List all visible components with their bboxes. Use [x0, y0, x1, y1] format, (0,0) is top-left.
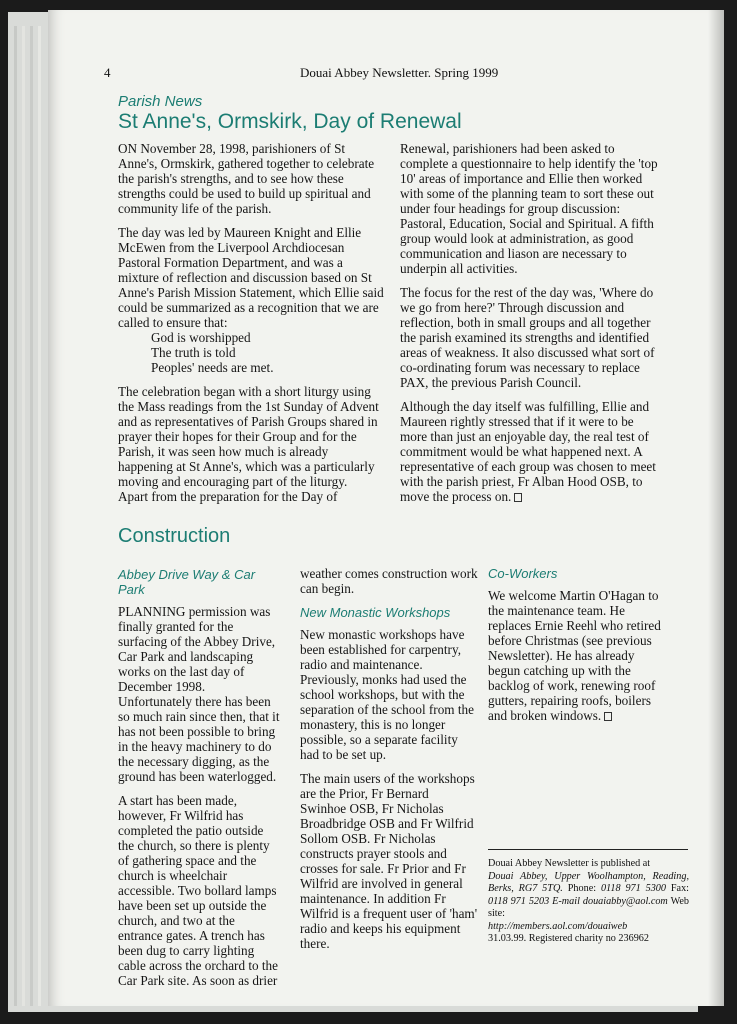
- article-kicker: Parish News: [118, 93, 203, 110]
- page-curl-shade: [708, 10, 724, 1006]
- section-title: Construction: [118, 525, 231, 547]
- fax-number: 0118 971 5203: [488, 895, 550, 907]
- page-edge: [30, 26, 33, 1006]
- fax-label: Fax:: [670, 883, 690, 894]
- publication-line: Douai Abbey Newsletter is published at: [488, 858, 651, 869]
- email-label: E-mail: [552, 895, 580, 907]
- publication-address: [488, 871, 689, 921]
- email-address: douaiabby@aol.com: [582, 895, 668, 907]
- construction-column-1: [118, 567, 282, 997]
- subhead: New Monastic Workshops: [300, 605, 451, 620]
- construction-column-2: [300, 566, 478, 960]
- newsletter-page: [48, 10, 724, 1006]
- paragraph: The main users of the workshops are the Prior, Fr Bernard Swinhoe OSB, Fr Nicholas Broadbridge OSB and Fr Wilfrid Sollom OSB. Fr Nicholas constructs prayer stools and crosses for sale. Fr Prior and Fr Wilfrid are involved in general maintenance. In addition Fr Wilfrid is a frequent user of 'ham' radio and keeps his equipment there.: [300, 771, 478, 951]
- paragraph-text: We welcome Martin O'Hagan to the maintenance team. He replaces Ernie Reehl who retired before Christmas (see previous Newsletter). He has already begun catching up with the backlog of work, renewing roof gutters, repairing roofs, boilers and broken windows.: [488, 588, 661, 723]
- mission-list-item: Peoples' needs are met.: [151, 360, 274, 375]
- mission-list-item: The truth is told: [151, 345, 236, 360]
- page-edge: [38, 26, 41, 1006]
- article-headline: St Anne's, Ormskirk, Day of Renewal: [118, 110, 462, 133]
- paragraph: New monastic workshops have been established for carpentry, radio and maintenance. Previously, monks had used the school workshops, but with the separation of the school from the monastery, this is no longer possible, so a separate facility had to be set up.: [300, 627, 474, 762]
- publication-footer: 31.03.99. Registered charity no 236962: [488, 933, 649, 944]
- paragraph: PLANNING permission was finally granted for the surfacing of the Abbey Drive, Car Park and landscaping works on the last day of December 1998. Unfortunately there has been so much rain since then, that it has not been possible to bring in the heavy machinery to do the necessary digging, as the ground has been waterlogged.: [118, 604, 280, 784]
- subhead: Co-Workers: [488, 566, 558, 581]
- paragraph: Renewal, parishioners had been asked to complete a questionnaire to help identify the 'top 10' areas of importance and Ellie then worked with some of the planning team to sort these out under four headings for group discussion: Pastoral, Education, Social and Spiritual. A fifth group would look at administration, as good communication and liason are necessary to underpin all activities.: [400, 141, 658, 276]
- publication-info: [488, 858, 689, 946]
- paragraph: A start has been made, however, Fr Wilfrid has completed the patio outside the church, so there is plenty of gathering space and the church is wheelchair accessible. Two bollard lamps have been set up outside the church, and two at the entrance gates. A trench has been dug to carry lighting cable across the orchard to the Car Park site. As soon as drier: [118, 793, 279, 988]
- paragraph-text: Although the day itself was fulfilling, Ellie and Maureen rightly stressed that if it were to be more than just an enjoyable day, the real test of commitment would be what happened next. A representative of each group was chosen to meet with the parish priest, Fr Alban Hood OSB, to move the process on.: [400, 399, 656, 504]
- construction-column-3: [488, 566, 664, 732]
- paragraph: weather comes construction work can begin.: [300, 566, 478, 596]
- article-column-left: [118, 141, 384, 504]
- paragraph: The focus for the rest of the day was, 'Where do we go from here?' Through discussion and reflection, both in small groups and all together the parish examined its strengths and identified areas of weakness. It also discussed what sort of co-ordinating forum was necessary to replace PAX, the previous Parish Council.: [400, 285, 655, 390]
- article-column-right: [400, 141, 658, 513]
- paragraph: The day was led by Maureen Knight and Ellie McEwen from the Liverpool Archdiocesan Pastoral Formation Department, and was a mixture of reflection and discussion based on St Anne's Parish Mission Statement, which Ellie said could be summarized as a recognition that we are called to ensure that:: [118, 225, 384, 330]
- web-url: [488, 921, 689, 934]
- phone-number: 0118 971 5300: [600, 883, 666, 894]
- page-number: 4: [104, 65, 111, 80]
- web-label: Web site:: [488, 895, 689, 919]
- divider: [488, 849, 688, 850]
- end-mark-icon: [514, 493, 522, 502]
- paragraph: ON November 28, 1998, parishioners of St Anne's, Ormskirk, gathered together to celebrate the parish's strengths, and to see how these strengths could be used to build up spiritual and community life of the parish.: [118, 141, 375, 216]
- page-edge: [22, 26, 25, 1006]
- subhead: Abbey Drive Way & Car Park: [118, 567, 256, 597]
- phone-label: Phone:: [567, 883, 597, 894]
- end-mark-icon: [604, 712, 612, 721]
- page-edge: [14, 26, 17, 1006]
- paragraph: Apart from the preparation for the Day of: [118, 489, 338, 504]
- paragraph: The celebration began with a short liturgy using the Mass readings from the 1st Sunday of Advent and as representatives of Parish Groups shared in prayer their hopes for their Group and for the Parish, it was seen how much is already happening at St Anne's, which was a particularly moving and encouraging part of the liturgy.: [118, 384, 379, 489]
- address-text: Douai Abbey, Upper Woolhampton, Reading, Berks, RG7 5TQ.: [488, 870, 689, 894]
- running-head: Douai Abbey Newsletter. Spring 1999: [300, 65, 499, 80]
- paragraph: [400, 399, 658, 504]
- paragraph: [488, 588, 664, 723]
- web-url-text: http://members.aol.com/douaiweb: [488, 920, 628, 932]
- mission-list-item: God is worshipped: [151, 330, 251, 345]
